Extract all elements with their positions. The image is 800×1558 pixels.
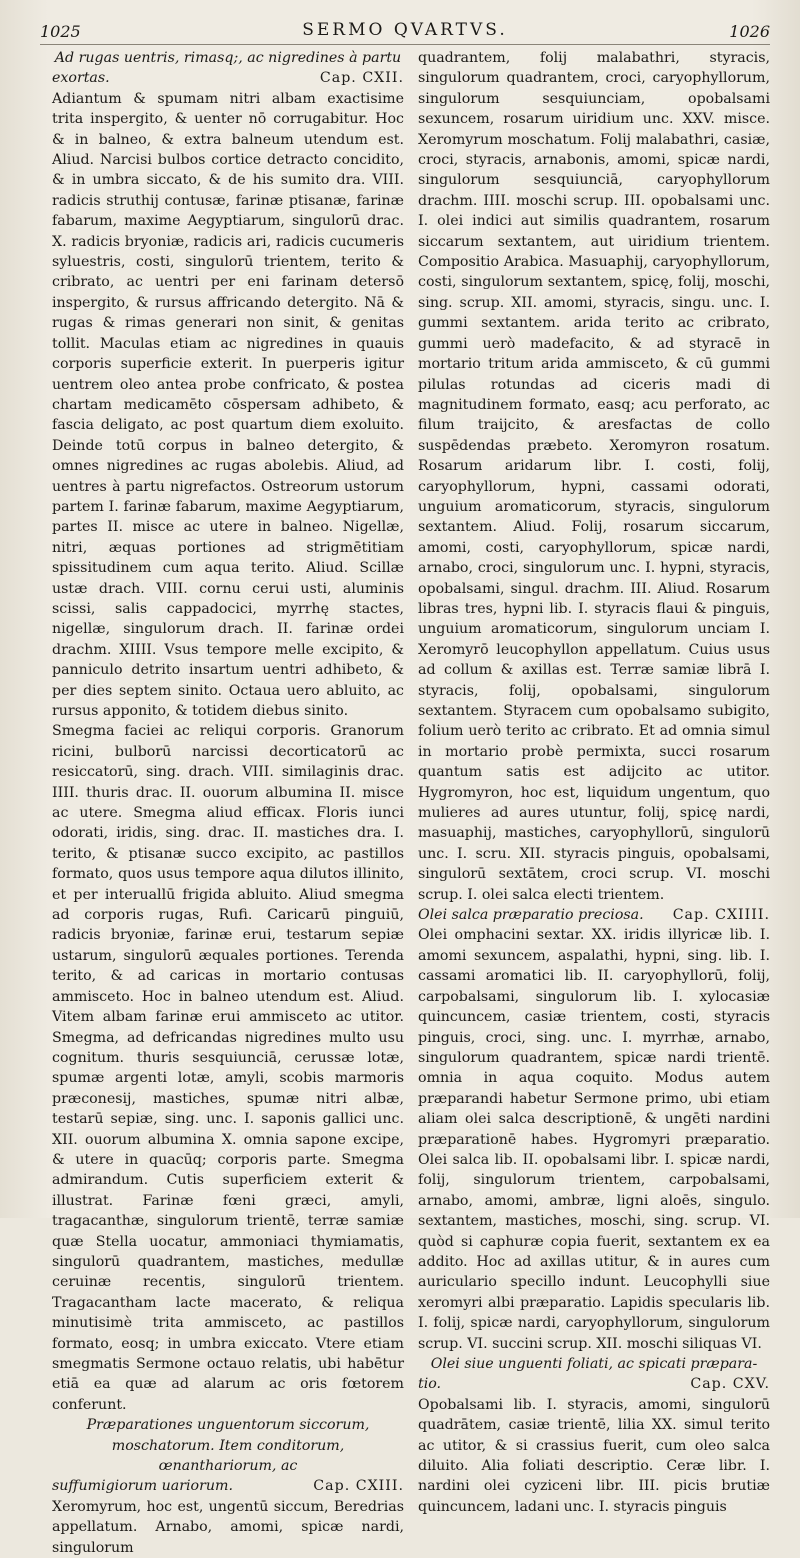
continued-text: quadrantem, folij malabathri, styracis, singulorum quadrantem, croci, caryophyllorum, singulorum sesquiunciam, opobalsami sexuncem, rosarum uiridium unc. XXV. misce. Xeromyrum moschatum. Folij malabathri, casiæ, croci, styracis, arnabonis, amomi, spicæ nardi, singulorum sesquiunciā, caryophyllorum drachm. IIII. moschi scrup. III. opobalsami unc. I. olei indici aut similis quadrantem, rosarum siccarum sextantem, aut uiridium trientem. Compositio Arabica. Masuaphij, caryophyllorum, costi, singulorum sextantem, spicę, folij, moschi, sing. scrup. XII. amomi, styracis, singu. unc. I. gummi sextantem. arida terito ac cribrato, gummi uerò madefacito, & ad styracē in mortario tritum arida ammisceto, & cū gummi pilulas rotundas ad ciceris madi di magnitudinem formato, easq; acu perforato, ac filum traijcito, & aresfactas de collo suspēdendas præbeto. Xeromyron rosatum. Rosarum aridarum libr. I. costi, folij, caryophyllorum, hypni, cassami odorati, unguium aromaticorum, styracis, singulorum sextantem. Aliud. Folij, rosarum siccarum, amomi, costi, caryophyllorum, spicæ nardi, arnabo, croci, singulorum unc. I. hypni, styracis, opobalsami, singul. drachm. III. Aliud. Rosarum libras tres, hypni lib. I. styracis flaui & pinguis, unguium aromaticorum, singulorum unciam I. Xeromyrō leucophyllon appellatum. Cuius usus ad collum & axillas est. Terræ samiæ librā I. styracis, folij, opobalsami, singulorum sextantem. Styracem cum opobalsamo subigito, folium uerò terito ac cribrato. Et ad omnia simul in mortario probè permixta, succi rosarum quantum satis est adijcito ac utitor. Hygromyron, hoc est, liquidum ungentum, quo mulieres ad aures utuntur, folij, spicę nardi, masuaphij, mastiches, caryophyllorū, singulorū unc. I. scru. XII. styracis pinguis, opobalsami, singulorū sextātem, croci scrup. VI. moschi scrup. I. olei salca electi trientem.: [418, 50, 770, 903]
right-column: [418, 48, 770, 1515]
chapter-113-title: Præparationes unguentorum siccorum, moschatorum. Item conditorum, œnanthariorum, ac: [86, 1417, 370, 1475]
page-number-left: 1025: [40, 22, 81, 41]
chapter-112-number: Cap. CXII.: [319, 70, 404, 87]
chapter-113-text: Xeromyrum, hoc est, ungentū siccum, Beredrias appellatum. Arnabo, amomi, spicæ nardi, singulorum: [52, 1498, 404, 1556]
chapter-112-heading-row: [52, 68, 404, 88]
smegma-text: Smegma faciei ac reliqui corporis. Granorum ricini, bulborū narcissi decorticatorū ac resiccatorū, sing. drach. VIII. similaginis drac. IIII. thuris drac. II. ouorum albumina II. misce ac utere. Smegma aliud efficax. Floris iunci odorati, iridis, sing. drac. II. mastiches dra. I. terito, & ptisanæ succo excipito, ac pastillos formato, quos usus tempore aqua dilutos illinito, et per interuallū frigida abluito. Aliud smegma ad corporis rugas, Rufi. Caricarū pinguiū, radicis bryoniæ, farinæ erui, testarum sepiæ ustarum, singulorū æquales portiones. Terenda terito, & ad caricas in mortario contusas ammisceto. Hoc in balneo utendum est. Aliud. Vitem albam farinæ erui ammisceto ac utitor. Smegma, ad defricandas nigredines multo usu cognitum. thuris sesquiunciā, cerussæ lotæ, spumæ argenti lotæ, amyli, scobis marmoris præconesij, mastiches, spumæ nitri albæ, testarū sepiæ, sing. unc. I. saponis gallici unc. XII. ouorum albumina X. omnia sapone excipe, & utere in quacūq; corporis parte. Smegma admirandum. Cutis superficiem exterit & illustrat. Farinæ fœni græci, amyli, tragacanthæ, singulorum trientē, terræ samiæ quæ Stella uocatur, ammoniaci thymiamatis, singulorū quadrantem, mastiches, medullæ ceruinæ recentis, singulorū trientem. Tragacantham lacte macerato, & reliqua minutisimè trita ammisceto, ac pastillos formato, eosq; in umbra exiccato. Vtere etiam smegmatis Sermone octauo relatis, ubi habētur etiā ea quæ ad alarum ac oris fœtorem conferunt.: [52, 723, 404, 1413]
chapter-113-title-end: suffumigiorum uariorum.: [52, 1478, 233, 1495]
chapter-114-number: Cap. CXIIII.: [672, 907, 770, 924]
chapter-115-heading-row: [418, 1374, 770, 1394]
chapter-113-heading-row: [52, 1476, 404, 1496]
left-column: [52, 48, 404, 1556]
chapter-115-text: Opobalsami lib. I. styracis, amomi, singulorū quadrātem, casiæ trientē, lilia XX. simul terito ac utitor, & si crassius fuerit, cum oleo salca diluito. Alia foliati descriptio. Ceræ libr. I. nardini olei cyziceni libr. III. picis brutiæ quincuncem, ladani unc. I. styracis pinguis: [418, 1396, 770, 1515]
chapter-114-heading-row: [418, 905, 770, 925]
chapter-115-number: Cap. CXV.: [690, 1376, 770, 1393]
chapter-114-text: Olei omphacini sextar. XX. iridis illyricæ lib. I. amomi sexuncem, aspalathi, hypni, sing. lib. I. cassami aromatici lib. II. caryophyllorū, folij, carpobalsami, singulorum lib. I. xylocasiæ quincuncem, casiæ trientem, costi, styracis pinguis, croci, sing. unc. I. myrrhæ, arnabo, singulorum quadrantem, spicæ nardi trientē. omnia in aqua coquito. Modus autem præparandi habetur Sermone primo, ubi etiam aliam olei salca descriptionē, & ungēti nardini præparationē habes. Hygromyri præparatio. Olei salca lib. II. opobalsami libr. I. spicæ nardi, folij, singulorum trientem, carpobalsami, arnabo, amomi, ambræ, ligni aloēs, singulo. sextantem, mastiches, moschi, sing. scrup. VI. quòd si caphuræ copia fuerit, sextantem ex ea addito. Hoc ad axillas utitur, & in aures cum auriculario specillo indunt. Leucophylli siue xeromyri albi præparatio. Lapidis specularis lib. I. folij, spicæ nardi, caryophyllorum, singulorum scrup. VI. succini scrup. XII. moschi siliquas VI.: [418, 927, 770, 1352]
chapter-114-title: Olei salca præparatio preciosa.: [418, 907, 644, 924]
chapter-115-title-end: tio.: [418, 1376, 442, 1393]
chapter-113-number: Cap. CXIII.: [313, 1478, 404, 1495]
chapter-112-title-end: exortas.: [52, 70, 110, 87]
chapter-115-title: Olei siue unguenti foliati, ac spicati præpara-: [430, 1356, 758, 1372]
chapter-112-text: Adiantum & spumam nitri albam exactisime trita inspergito, & uenter nō corrugabitur. Hoc & in balneo, & extra balneum utendum est. Aliud. Narcisi bulbos cortice detracto concidito, & in umbra siccato, & de his sumito dra. VIII. radicis struthij contusæ, farinæ ptisanæ, farinæ fabarum, maxime Aegyptiarum, singulorū drac. X. radicis bryoniæ, radicis ari, radicis cucumeris syluestris, costi, singulorū trientem, terito & cribrato, ac uentri per eni farinam detersō inspergito, & rursus affricando detergito. Nā & rugas & rimas generari non sinit, & genitas tollit. Maculas etiam ac nigredines in quauis corporis superficie exterit. In puerperis igitur uentrem oleo antea probe confricato, & postea chartam medicamēto cōspersam adhibeto, & fascia deligato, ac post quartum diem exoluito. Deinde totū corpus in balneo detergito, & omnes nigredines ac rugas abolebis. Aliud, ad uentres à partu nigrefactos. Ostreorum ustorum partem I. farinæ fabarum, maxime Aegyptiarum, partes II. misce ac utere in balneo. Nigellæ, nitri, æquas portiones ad strigmētitiam spissitudinem cum aqua terito. Aliud. Scillæ ustæ drach. VIII. cornu cerui usti, aluminis scissi, salis cappadocici, myrrhę stactes, nigellæ, singulorum drach. II. farinæ ordei drachm. XIIII. Vsus tempore melle excipito, & panniculo detrito insartum uentri adhibeto, & per dies septem sinito. Octaua uero abluito, ac rursus apponito, & totidem diebus sinito.: [52, 90, 404, 719]
page-number-right: 1026: [729, 22, 770, 41]
chapter-112-title: Ad rugas uentris, rimasq;, ac nigredines à partu: [54, 50, 402, 66]
running-title: SERMO QVARTVS.: [302, 20, 508, 40]
running-header: [40, 18, 770, 45]
